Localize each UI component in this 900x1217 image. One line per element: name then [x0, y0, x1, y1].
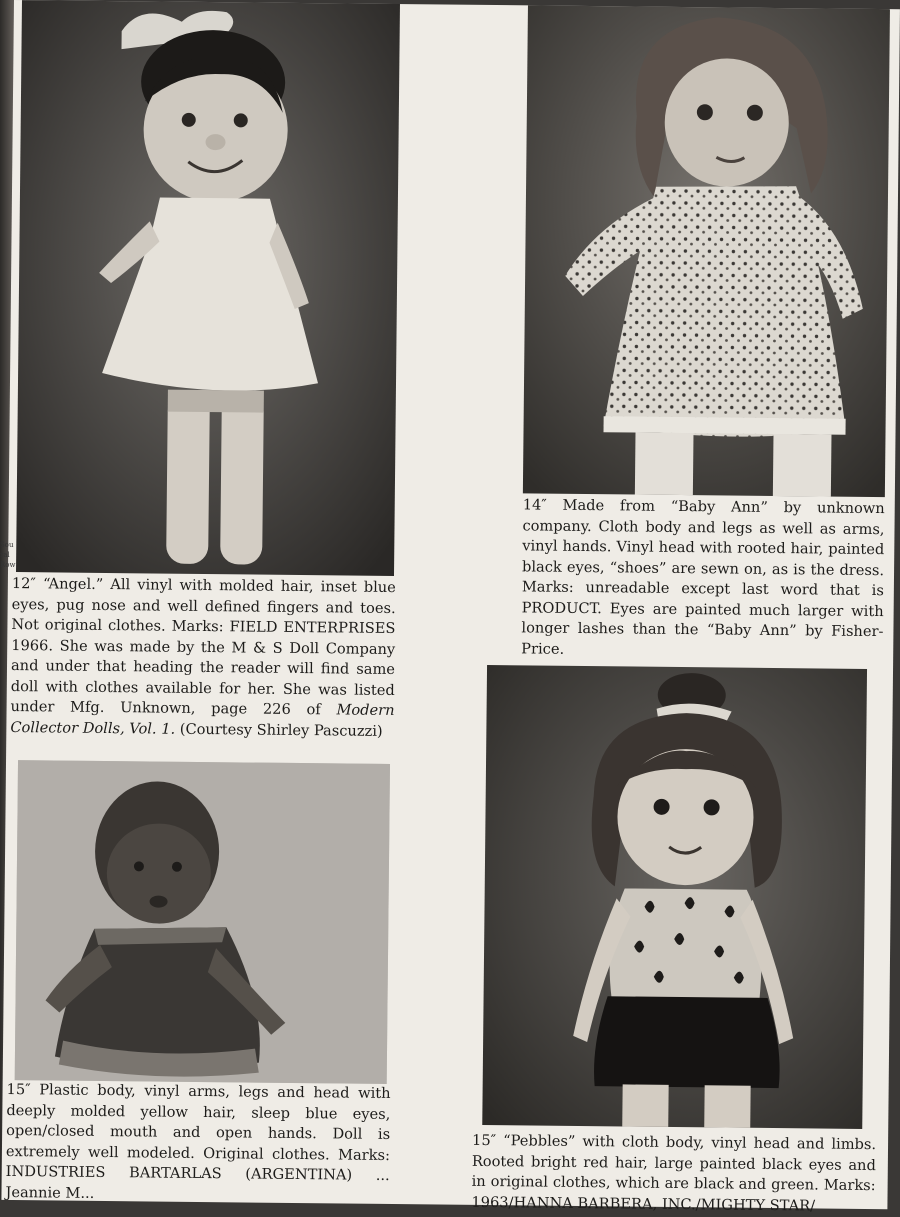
caption-angel-book-title: Modern Collector Dolls, Vol. 1.: [10, 701, 395, 738]
photo-argentina-doll: [15, 760, 390, 1084]
photo-angel-doll: [16, 0, 400, 576]
caption-pebbles: 15″ “Pebbles” with cloth body, vinyl head and limbs. Rooted bright red hair, large painted black eyes and in original clothes, which are black and green. Marks: 1963/HANNA BARBERA, INC./MIGHTY STAR/: [471, 1131, 877, 1214]
adjacent-page-edge-text: Sou ral Row: [0, 541, 16, 569]
caption-angel-courtesy: (Courtesy Shirley Pascuzzi): [175, 720, 383, 740]
caption-angel-text: 12″ “Angel.” All vinyl with molded hair, inset blue eyes, pug nose and well defined fingers and toes. Not original clothes. Marks: FIELD ENTERPRISES 1966. She was made by the M & S Doll Company and under that heading the reader will find same doll with clothes available for her. She was listed under Mfg. Unknown, page 226 of: [10, 575, 396, 719]
photo-pebbles-doll: [482, 665, 867, 1129]
book-page: [1, 0, 900, 1214]
caption-angel: [10, 574, 396, 742]
photo-baby-ann-doll: [523, 5, 890, 497]
caption-argentina: 15″ Plastic body, vinyl arms, legs and head with deeply molded yellow hair, sleep blue eyes, open/closed mouth and open hands. Doll is extremely well modeled. Original clothes. Marks: INDUSTRIES BARTARLAS (ARGENTINA) ... Jeannie M...: [5, 1080, 391, 1202]
caption-baby-ann: 14″ Made from “Baby Ann” by unknown company. Cloth body and legs as well as arms, vinyl hands. Vinyl head with rooted hair, painted black eyes, “shoes” are sewn on, as is the dress. Marks: unreadable except last word that is PRODUCT. Eyes are painted much larger with longer lashes than the “Baby Ann” by Fisher-Price.: [521, 496, 885, 658]
